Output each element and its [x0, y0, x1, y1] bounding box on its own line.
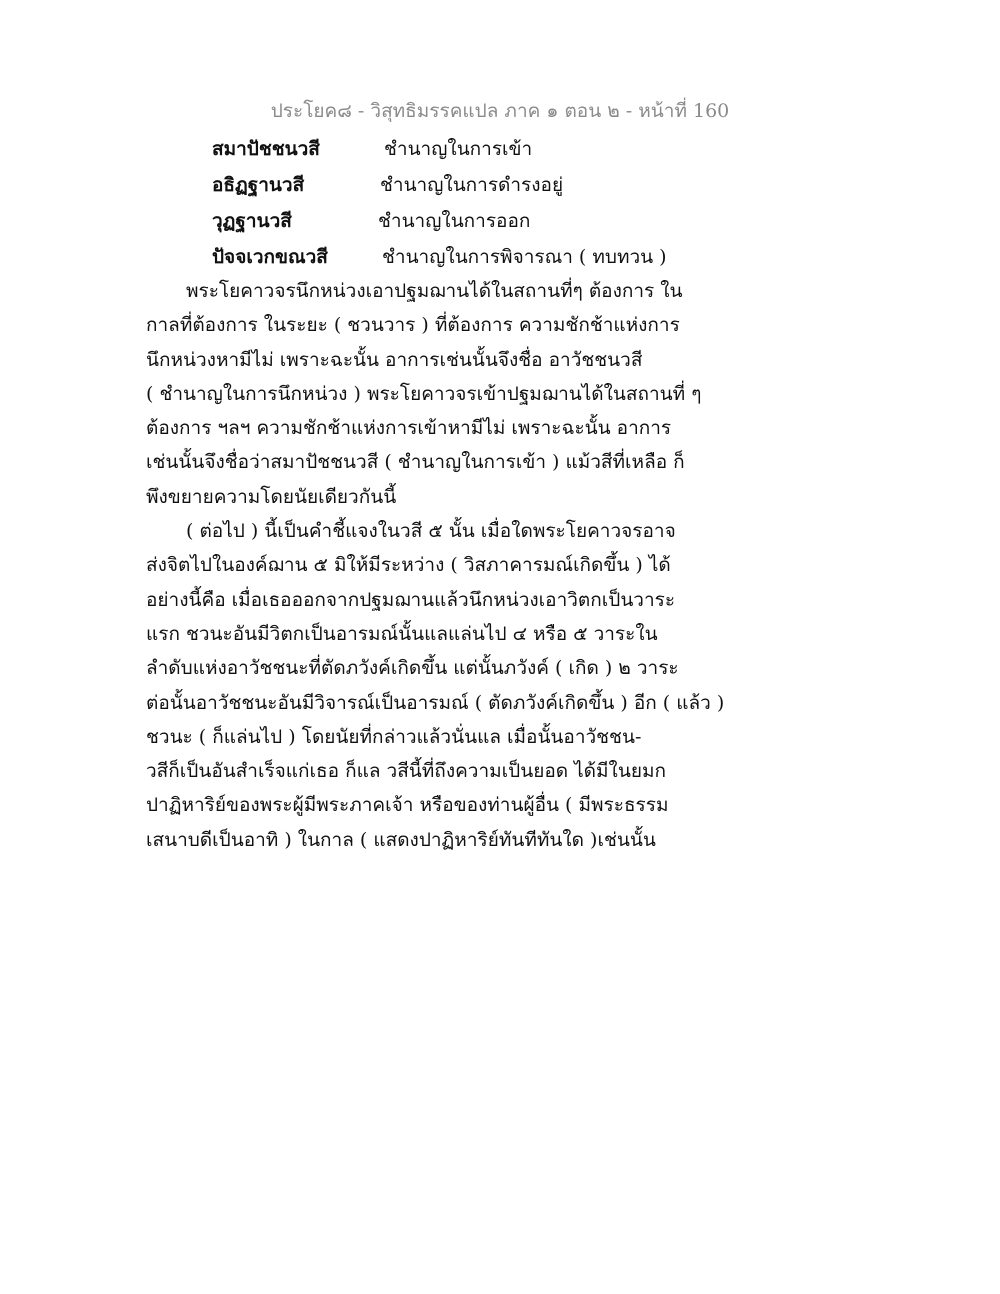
term-row — [212, 134, 772, 170]
term-definition: ชำนาญในการออก — [378, 210, 531, 232]
text-line: ( ต่อไป ) นี้เป็นคำชี้แจงในวสี ๕ นั้น เมื่อใดพระโยคาวจรอาจ — [186, 520, 676, 543]
text-line: วสีก็เป็นอันสำเร็จแก่เธอ ก็แล วสีนี้ที่ถึงความเป็นยอด ได้มีในยมก — [146, 760, 666, 783]
term-definition: ชำนาญในการเข้า — [384, 138, 533, 160]
text-line: แรก ชวนะอันมีวิตกเป็นอารมณ์นั้นแลแล่นไป ๔ หรือ ๕ วาระใน — [146, 622, 658, 645]
text-line: พึงขยายความโดยนัยเดียวกันนี้ — [146, 485, 397, 508]
text-line: กาลที่ต้องการ ในระยะ ( ชวนวาร ) ที่ต้องการ ความชักช้าแห่งการ — [146, 314, 680, 337]
text-line: นึกหน่วงหามีไม่ เพราะฉะนั้น อาการเช่นนั้นจึงชื่อ อาวัชชนวสี — [146, 348, 643, 371]
paragraph-1 — [146, 276, 702, 516]
text-line: อย่างนี้คือ เมื่อเธอออกจากปฐมฌานแล้วนึกหน่วงเอาวิตกเป็นวาระ — [146, 588, 676, 611]
term-name: วุฏฐานวสี — [212, 210, 292, 232]
text-line: พระโยคาวจรนึกหน่วงเอาปฐมฌานได้ในสถานที่ๆ ต้องการ ใน — [186, 280, 683, 302]
term-row — [212, 170, 772, 206]
text-line: เช่นนั้นจึงชื่อว่าสมาปัชชนวสี ( ชำนาญในการเข้า ) แม้วสีที่เหลือ ก็ — [146, 451, 685, 474]
term-name: อธิฏฐานวสี — [212, 174, 305, 196]
vasi-term-list — [212, 134, 772, 278]
text-line: ( ชำนาญในการนึกหน่วง ) พระโยคาวจรเข้าปฐมฌานได้ในสถานที่ ๆ — [146, 382, 702, 405]
body-text — [146, 276, 725, 859]
text-line: ส่งจิตไปในองค์ฌาน ๕ มิให้มีระหว่าง ( วิสภาคารมณ์เกิดขึ้น ) ได้ — [146, 554, 671, 577]
term-name: สมาปัชชนวสี — [212, 138, 320, 160]
term-name: ปัจจเวกขณวสี — [212, 246, 328, 268]
text-line: ต้องการ ฯลฯ ความชักช้าแห่งการเข้าหามีไม่ เพราะฉะนั้น อาการ — [146, 417, 672, 440]
page-header: ประโยค๘ - วิสุทธิมรรคแปล ภาค ๑ ตอน ๒ - หน้าที่ 160 — [270, 100, 730, 122]
term-row — [212, 206, 772, 242]
text-line: ต่อนั้นอาวัชชนะอันมีวิจารณ์เป็นอารมณ์ ( ตัดภวังค์เกิดขึ้น ) อีก ( แล้ว ) — [146, 691, 725, 714]
paragraph-2 — [146, 516, 725, 859]
term-definition: ชำนาญในการพิจารณา ( ทบทวน ) — [382, 246, 667, 268]
term-definition: ชำนาญในการดำรงอยู่ — [380, 174, 564, 196]
text-line: ชวนะ ( ก็แล่นไป ) โดยนัยที่กล่าวแล้วนั่นแล เมื่อนั้นอาวัชชน- — [146, 725, 642, 748]
term-row — [212, 242, 772, 278]
text-line: ปาฏิหาริย์ของพระผู้มีพระภาคเจ้า หรือของท่านผู้อื่น ( มีพระธรรม — [146, 794, 669, 817]
text-line: ลำดับแห่งอาวัชชนะที่ตัดภวังค์เกิดขึ้น แต่นั้นภวังค์ ( เกิด ) ๒ วาระ — [146, 657, 679, 680]
text-line: เสนาบดีเป็นอาทิ ) ในกาล ( แสดงปาฏิหาริย์ทันทีทันใด )เช่นนั้น — [146, 828, 656, 851]
